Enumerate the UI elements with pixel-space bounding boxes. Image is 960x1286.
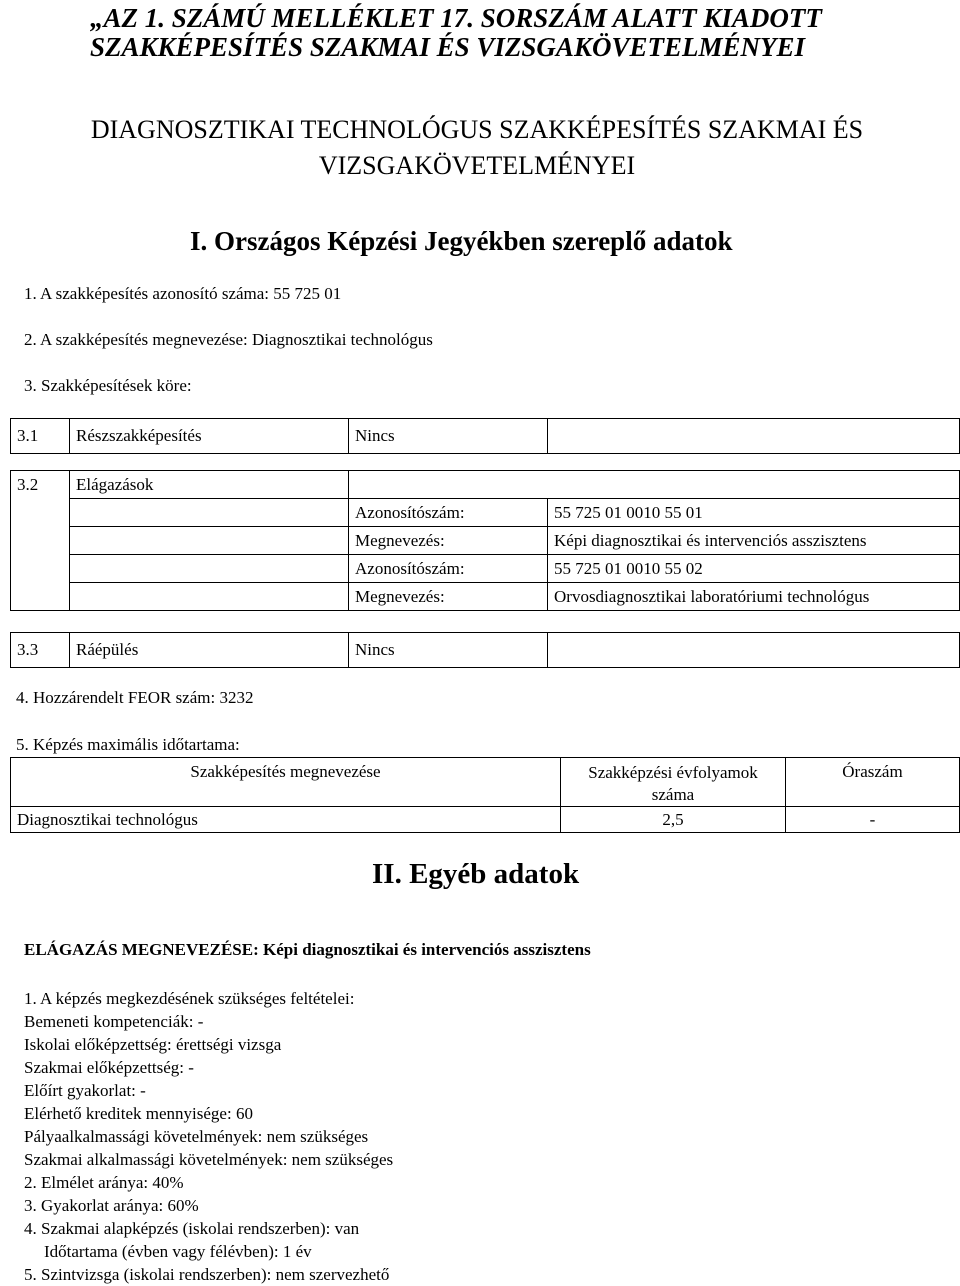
item-2: 2. A szakképesítés megnevezése: Diagnosztikai technológus	[24, 330, 433, 349]
branch-key: Azonosítószám:	[349, 499, 548, 527]
list-item: 5. Szintvizsga (iskolai rendszerben): nem szervezhető	[24, 1265, 390, 1284]
list-item: Időtartama (évben vagy félévben): 1 év	[44, 1242, 312, 1261]
section-2-title: II. Egyéb adatok	[372, 858, 580, 890]
duration-cell-hours: -	[786, 807, 960, 833]
list-item: Szakmai előképzettség: -	[24, 1058, 194, 1077]
section-1-title: I. Országos Képzési Jegyékben szereplő adatok	[190, 226, 733, 256]
cell-3-2-empty	[349, 471, 960, 499]
branch-key: Megnevezés:	[349, 583, 548, 611]
cell-3-3-label: Ráépülés	[70, 633, 349, 668]
item-3: 3. Szakképesítések köre:	[24, 376, 192, 395]
list-item: Előírt gyakorlat: -	[24, 1081, 146, 1100]
list-item: Szakmai alkalmassági követelmények: nem szükséges	[24, 1150, 394, 1169]
list-item: Elérhető kreditek mennyisége: 60	[24, 1104, 253, 1123]
list-item: Pályaalkalmassági követelmények: nem szükséges	[24, 1127, 369, 1146]
branch-value: Orvosdiagnosztikai laboratóriumi technológus	[548, 583, 960, 611]
table-3-3	[10, 632, 960, 668]
cell-3-1-value: Nincs	[349, 419, 548, 454]
item-1: 1. A szakképesítés azonosító száma: 55 725 01	[24, 284, 342, 303]
list-item: 4. Szakmai alapképzés (iskolai rendszerben): van	[24, 1219, 360, 1238]
subtitle-line-2: VIZSGAKÖVETELMÉNYEI	[318, 151, 636, 180]
cell-3-3-value: Nincs	[349, 633, 548, 668]
title-line-1: „AZ 1. SZÁMÚ MELLÉKLET 17. SORSZÁM ALATT KIADOTT	[90, 3, 822, 33]
branch-key: Azonosítószám:	[349, 555, 548, 583]
duration-table	[10, 757, 960, 833]
list-item: 3. Gyakorlat aránya: 60%	[24, 1196, 199, 1215]
cell-3-3-num: 3.3	[11, 633, 70, 668]
branch-value: Képi diagnosztikai és intervenciós asszisztens	[548, 527, 960, 555]
duration-header-years: Szakképzési évfolyamok száma	[561, 758, 786, 807]
cell-3-1-label: Részszakképesítés	[70, 419, 349, 454]
document-subtitle	[56, 112, 898, 184]
list-item: Iskolai előképzettség: érettségi vizsga	[24, 1035, 282, 1054]
subtitle-line-1: DIAGNOSZTIKAI TECHNOLÓGUS SZAKKÉPESÍTÉS SZAKMAI ÉS	[90, 115, 864, 144]
branch-value: 55 725 01 0010 55 02	[548, 555, 960, 583]
requirements-list	[24, 987, 393, 1286]
duration-cell-years: 2,5	[561, 807, 786, 833]
cell-3-1-empty	[548, 419, 960, 454]
duration-header-name: Szakképesítés megnevezése	[11, 758, 561, 807]
cell-3-3-empty	[548, 633, 960, 668]
branch-key: Megnevezés:	[349, 527, 548, 555]
cell-3-2-num: 3.2	[11, 471, 70, 499]
duration-header-hours: Óraszám	[786, 758, 960, 807]
item-4: 4. Hozzárendelt FEOR szám: 3232	[16, 688, 254, 707]
list-item: 1. A képzés megkezdésének szükséges feltételei:	[24, 989, 355, 1008]
table-3-1	[10, 418, 960, 454]
duration-cell-name: Diagnosztikai technológus	[11, 807, 561, 833]
branch-heading: ELÁGAZÁS MEGNEVEZÉSE: Képi diagnosztikai és intervenciós asszisztens	[24, 940, 591, 959]
item-5: 5. Képzés maximális időtartama:	[16, 735, 240, 754]
document-title	[90, 4, 822, 62]
cell-3-1-num: 3.1	[11, 419, 70, 454]
title-line-2: SZAKKÉPESÍTÉS SZAKMAI ÉS VIZSGAKÖVETELMÉNYEI	[90, 32, 805, 62]
list-item: Bemeneti kompetenciák: -	[24, 1012, 204, 1031]
cell-3-2-label: Elágazások	[70, 471, 349, 499]
table-3-2	[10, 470, 960, 611]
branch-value: 55 725 01 0010 55 01	[548, 499, 960, 527]
list-item: 2. Elmélet aránya: 40%	[24, 1173, 184, 1192]
